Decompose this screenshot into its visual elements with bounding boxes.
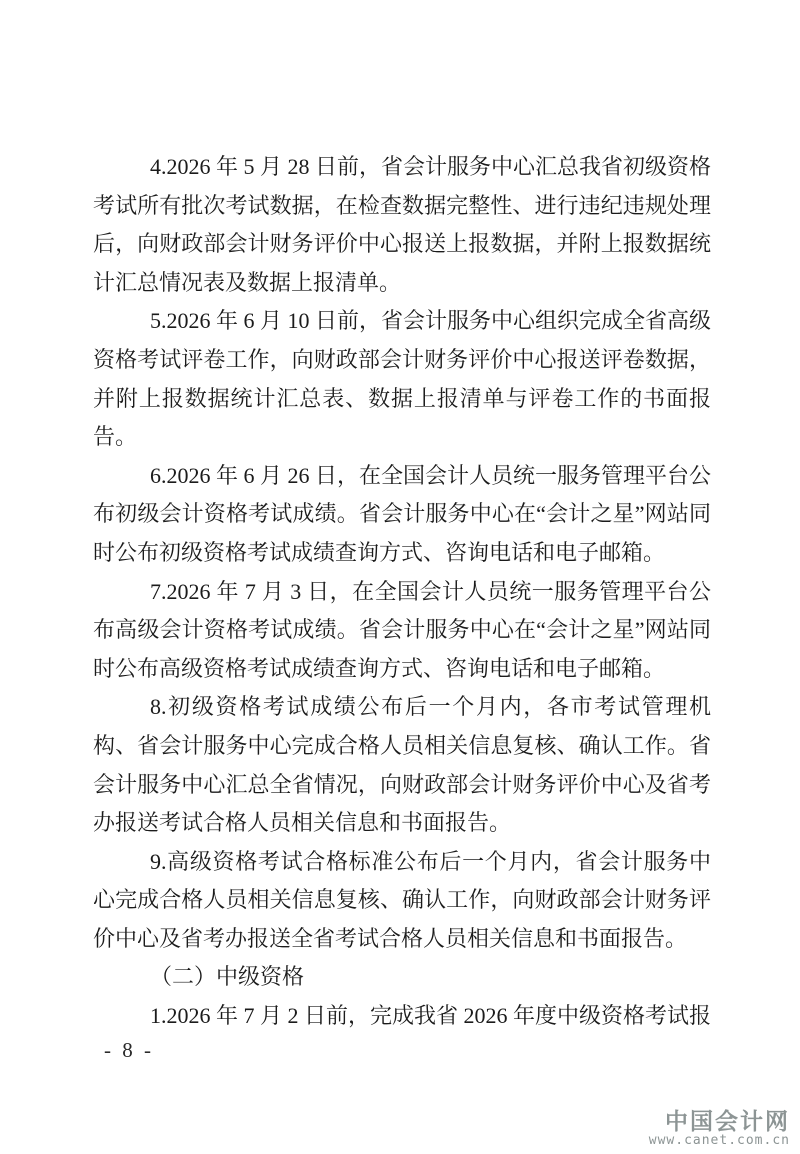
- paragraph-item-8: 8.初级资格考试成绩公布后一个月内，各市考试管理机构、省会计服务中心完成合格人员相关信息复核、确认工作。省会计服务中心汇总全省情况，向财政部会计财务评价中心及省考办报送考试合格人员相关信息和书面报告。: [93, 694, 711, 836]
- section-heading-middle-grade: （二）中级资格: [150, 964, 305, 990]
- paragraph-item-7: 7.2026 年 7 月 3 日，在全国会计人员统一服务管理平台公布高级会计资格考试成绩。省会计服务中心在“会计之星”网站同时公布高级资格考试成绩查询方式、咨询电话和电子邮箱。: [93, 578, 711, 681]
- watermark: [649, 1109, 790, 1148]
- paragraph-item-middle-1: 1.2026 年 7 月 2 日前，完成我省 2026 年度中级资格考试报: [150, 1003, 712, 1029]
- document-content: [93, 148, 711, 1036]
- watermark-site-name: 中国会计网: [665, 1108, 790, 1135]
- paragraph-item-4: 4.2026 年 5 月 28 日前，省会计服务中心汇总我省初级资格考试所有批次考试数据，在检查数据完整性、进行违纪违规处理后，向财政部会计财务评价中心报送上报数据，并附上报数据统计汇总情况表及数据上报清单。: [93, 154, 712, 295]
- paragraph-item-9: 9.高级资格考试合格标准公布后一个月内，省会计服务中心完成合格人员相关信息复核、确认工作，向财政部会计财务评价中心及省考办报送全省考试合格人员相关信息和书面报告。: [93, 848, 711, 951]
- paragraph-item-6: 6.2026 年 6 月 26 日，在全国会计人员统一服务管理平台公布初级会计资格考试成绩。省会计服务中心在“会计之星”网站同时公布初级资格考试成绩查询方式、咨询电话和电子邮箱。: [93, 462, 712, 565]
- paragraph-item-5: 5.2026 年 6 月 10 日前，省会计服务中心组织完成全省高级资格考试评卷工作，向财政部会计财务评价中心报送评卷数据，并附上报数据统计汇总表、数据上报清单与评卷工作的书面报告。: [93, 308, 712, 450]
- watermark-url: www.canet.com.cn: [648, 1133, 790, 1149]
- page-number: - 8 -: [104, 1038, 154, 1062]
